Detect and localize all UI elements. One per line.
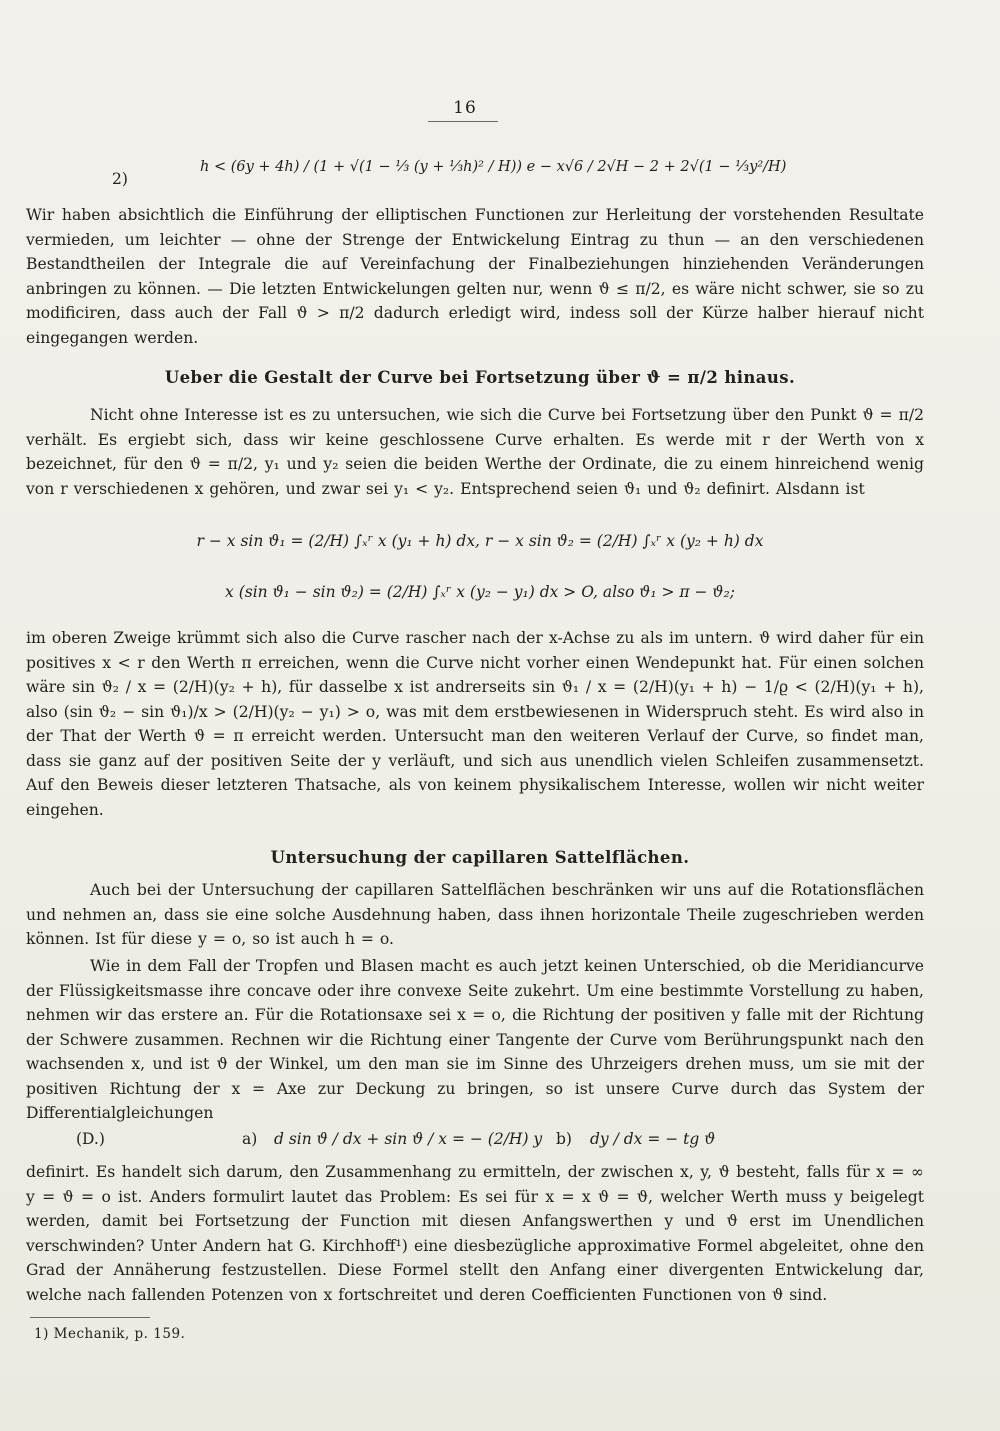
system-d-b-formula: dy / dx = − tg ϑ bbox=[590, 1130, 716, 1148]
paragraph-1-container bbox=[26, 203, 924, 350]
page-number: 16 bbox=[453, 98, 477, 118]
system-d-a-label: a) bbox=[242, 1130, 258, 1148]
eq2-label: 2) bbox=[112, 170, 128, 188]
paragraph-3-container bbox=[26, 626, 924, 822]
system-d-b-label: b) bbox=[556, 1130, 572, 1148]
system-d-label: (D.) bbox=[76, 1130, 105, 1148]
equation-a: r − x sin ϑ₁ = (2/H) ∫ₓʳ x (y₁ + h) dx, r − x sin ϑ₂ = (2/H) ∫ₓʳ x (y₂ + h) dx bbox=[196, 532, 764, 550]
paragraph-2: Nicht ohne Interesse ist es zu untersuchen, wie sich die Curve bei Fortsetzung über den Punkt ϑ = π/2 verhält. Es ergiebt sich, dass wir keine geschlossene Curve erhalten. Es werde mit r der Werth von x bezeichnet, für den ϑ = π/2, y₁ und y₂ seien die beiden Werthe der Ordinate, die zu einem hinreichend wenig von r verschiedenen x gehören, und zwar sei y₁ < y₂. Entsprechend seien ϑ₁ und ϑ₂ definirt. Alsdann ist bbox=[26, 406, 924, 498]
footnote: 1) Mechanik, p. 159. bbox=[34, 1326, 186, 1342]
paragraph-6: definirt. Es handelt sich darum, den Zusammenhang zu ermitteln, der zwischen x, y, ϑ besteht, falls für x = ∞ y = ϑ = o ist. Anders formulirt lautet das Problem: Es sei für x = x ϑ = ϑ, welcher Werth muss y beigelegt werden, damit bei Fortsetzung der Function mit diesen Anfangswerthen y und ϑ erst im Unendlichen verschwinden? Unter Andern hat G. Kirchhoff¹) eine diesbezügliche approximative Formel abgeleitet, ohne den Grad der Annäherung festzustellen. Diese Formel stellt den Anfang einer divergenten Entwickelung dar, welche nach fallenden Potenzen von x fortschreitet und deren Coefficienten Functionen von ϑ sind. bbox=[26, 1163, 924, 1304]
equation-b: x (sin ϑ₁ − sin ϑ₂) = (2/H) ∫ₓʳ x (y₂ − y₁) dx > O, also ϑ₁ > π − ϑ₂; bbox=[225, 583, 735, 601]
paragraph-2-container bbox=[26, 403, 924, 501]
section-heading-2: Untersuchung der capillaren Sattelflächen. bbox=[270, 848, 690, 867]
footnote-rule bbox=[30, 1317, 150, 1318]
system-d-a-formula: d sin ϑ / dx + sin ϑ / x = − (2/H) y bbox=[274, 1130, 543, 1148]
paragraph-6-container bbox=[26, 1160, 924, 1307]
eq2-formula: h < (6y + 4h) / (1 + √(1 − ⅓ (y + ⅓h)² / H)) e − x√6 / 2√H − 2 + 2√(1 − ⅓y²/H) bbox=[200, 159, 787, 175]
section-heading-1: Ueber die Gestalt der Curve bei Fortsetzung über ϑ = π/2 hinaus. bbox=[164, 368, 796, 387]
paragraph-5: Wie in dem Fall der Tropfen und Blasen macht es auch jetzt keinen Unterschied, ob die Meridiancurve der Flüssigkeitsmasse ihre concave oder ihre convexe Seite zukehrt. Um eine bestimmte Vorstellung zu haben, nehmen wir das erstere an. Für die Rotationsaxe sei x = o, die Richtung der positiven y falle mit der Richtung der Schwere zusammen. Rechnen wir die Richtung einer Tangente der Curve vom Berührungspunkt nach den wachsenden x, und ist ϑ der Winkel, um den man sie im Sinne des Uhrzeigers drehen muss, um sie mit der positiven Richtung der x = Axe zur Deckung zu bringen, so ist unsere Curve durch das System der Differentialgleichungen bbox=[26, 957, 924, 1122]
paragraph-1: Wir haben absichtlich die Einführung der elliptischen Functionen zur Herleitung der vorstehenden Resultate vermieden, um leichter — ohne der Strenge der Entwickelung Eintrag zu thun — an den verschiedenen Bestandtheilen der Integrale die auf Vereinfachung der Finalbeziehungen hinziehenden Veränderungen anbringen zu können. — Die letzten Entwickelungen gelten nur, wenn ϑ ≤ π/2, es wäre nicht schwer, sie so zu modificiren, dass auch der Fall ϑ > π/2 dadurch erledigt wird, indess soll der Kürze halber hierauf nicht eingegangen werden. bbox=[26, 206, 924, 347]
paragraph-4-container bbox=[26, 878, 924, 952]
paragraph-5-container bbox=[26, 954, 924, 1126]
paragraph-4: Auch bei der Untersuchung der capillaren Sattelflächen beschränken wir uns auf die Rotationsflächen und nehmen an, dass sie eine solche Ausdehnung haben, dass ihnen horizontale Theile zugeschrieben werden können. Ist für diese y = o, so ist auch h = o. bbox=[26, 881, 924, 948]
paragraph-3: im oberen Zweige krümmt sich also die Curve rascher nach der x-Achse zu als im untern. ϑ wird daher für ein positives x < r den Werth π erreichen, wenn die Curve nicht vorher einen Wendepunkt hat. Für einen solchen wäre sin ϑ₂ / x = (2/H)(y₂ + h), für dasselbe x ist andrerseits sin ϑ₁ / x = (2/H)(y₁ + h) − 1/ϱ < (2/H)(y₁ + h), also (sin ϑ₂ − sin ϑ₁)/x > (2/H)(y₂ − y₁) > o, was mit dem erstbewiesenen in Widerspruch steht. Es wird also in der That der Werth ϑ = π erreicht werden. Untersucht man den weiteren Verlauf der Curve, so findet man, dass sie ganz auf der positiven Seite der y verläuft, und sich aus unendlich vielen Schleifen zusammensetzt. Auf den Beweis dieser letzteren Thatsache, als von keinem physikalischem Interesse, wollen wir nicht weiter eingehen. bbox=[26, 629, 924, 819]
page-number-rule bbox=[428, 121, 498, 122]
